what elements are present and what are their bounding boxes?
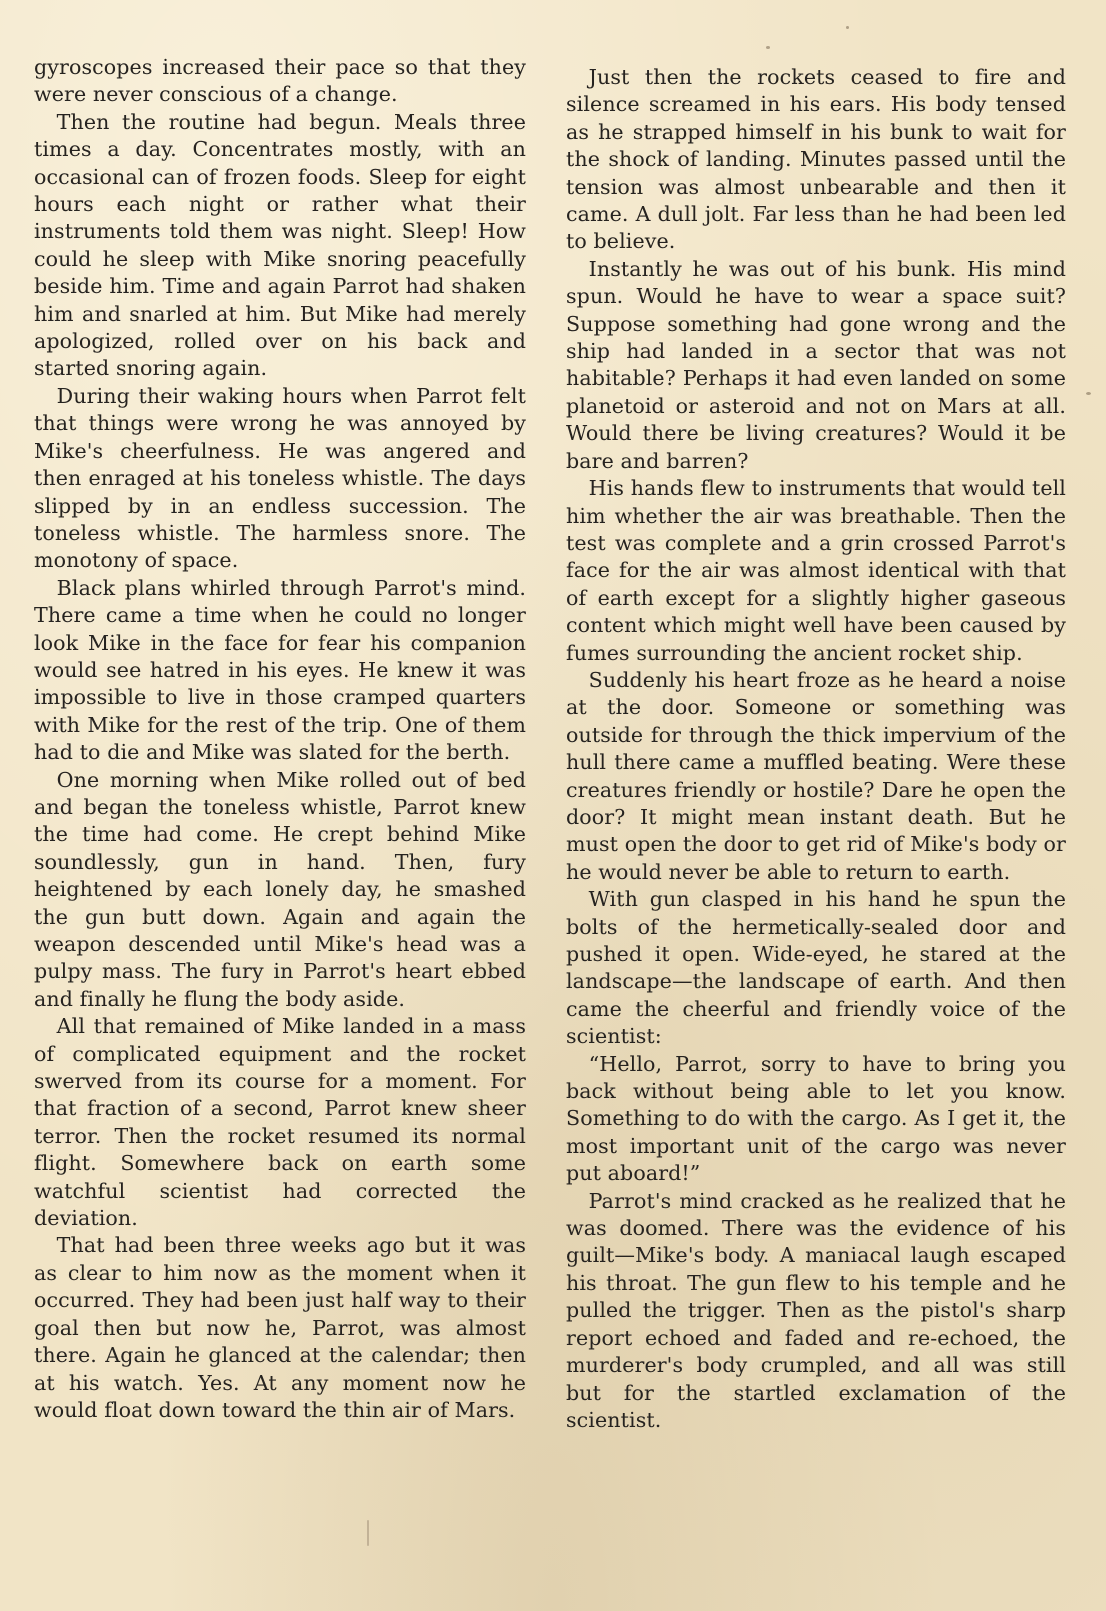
paragraph: Instantly he was out of his bunk. His mind spun. Would he have to wear a space suit? Suppose something had gone wrong and the ship had landed in a sector that was not habitable? Perhaps it had even landed on some planetoid or asteroid and not on Mars at all. Would there be living creatures? Would it be bare and barren? xyxy=(566,256,1066,473)
paragraph: Then the routine had begun. Meals three times a day. Concentrates mostly, with an occasional can of frozen foods. Sleep for eight hours each night or rather what their instruments told them was night. Sleep! How could he sleep with Mike snoring peacefully beside him. Time and again Parrot had shaken him and snarled at him. But Mike had merely apologized, rolled over on his back and started snoring again. xyxy=(34,109,526,381)
paragraph: gyroscopes increased their pace so that they were never conscious of a change. xyxy=(34,55,526,107)
paragraph: Black plans whirled through Parrot's mind. There came a time when he could no longer look Mike in the face for fear his companion would see hatred in his eyes. He knew it was impossible to live in those cramped quarters with Mike for the rest of the trip. One of them had to die and Mike was slated for the berth. xyxy=(34,575,526,765)
paragraph: With gun clasped in his hand he spun the bolts of the hermetically-sealed door and pushed it open. Wide-eyed, he stared at the landscape—the landscape of earth. And then came the cheerful and friendly voice of the scientist: xyxy=(566,887,1066,1049)
paragraph: All that remained of Mike landed in a mass of complicated equipment and the rocket swerved from its course for a moment. For that fraction of a second, Parrot knew sheer terror. Then the rocket resumed its normal flight. Somewhere back on earth some watchful scientist had corrected the deviation. xyxy=(34,1014,526,1231)
paragraph: Parrot's mind cracked as he realized that he was doomed. There was the evidence of his guilt—Mike's body. A maniacal laugh escaped his throat. The gun flew to his temple and he pulled the trigger. Then as the pistol's sharp report echoed and faded and re-echoed, the murderer's body crumpled, and all was still but for the startled exclamation of the scientist. xyxy=(566,1188,1066,1432)
paragraph: Suddenly his heart froze as he heard a noise at the door. Someone or something was outside for through the thick impervium of the hull there came a muffled beating. Were these creatures friendly or hostile? Dare he open the door? It might mean instant death. But he must open the door to get rid of Mike's body or he would never be able to return to earth. xyxy=(566,667,1066,884)
paper-speck xyxy=(367,1520,369,1546)
paragraph: His hands flew to instruments that would tell him whether the air was breathable. Then the test was complete and a grin crossed Parrot's face for the air was almost identical with that of earth except for a slightly higher gaseous content which might well have been caused by fumes surrounding the ancient rocket ship. xyxy=(566,476,1066,665)
paragraph: “Hello, Parrot, sorry to have to bring you back without being able to let you know. Something to do with the cargo. As I get it, the most important unit of the cargo was never put aboard!” xyxy=(566,1051,1066,1186)
paper-speck xyxy=(766,46,770,49)
paragraph: Just then the rockets ceased to fire and silence screamed in his ears. His body tensed as he strapped himself in his bunk to wait for the shock of landing. Minutes passed until the tension was almost unbearable and then it came. A dull jolt. Far less than he had been led to believe. xyxy=(566,65,1066,254)
paragraph: That had been three weeks ago but it was as clear to him now as the moment when it occurred. They had been just half way to their goal then but now he, Parrot, was almost there. Again he glanced at the calendar; then at his watch. Yes. At any moment now he would float down toward the thin air of Mars. xyxy=(34,1233,526,1422)
right-text-column xyxy=(566,64,1066,1434)
paper-speck xyxy=(1086,392,1091,395)
paper-speck xyxy=(846,26,849,29)
left-text-column xyxy=(34,54,526,1424)
paragraph: One morning when Mike rolled out of bed and began the toneless whistle, Parrot knew the time had come. He crept behind Mike soundlessly, gun in hand. Then, fury heightened by each lonely day, he smashed the gun butt down. Again and again the weapon descended until Mike's head was a pulpy mass. The fury in Parrot's heart ebbed and finally he flung the body aside. xyxy=(34,767,526,1011)
paragraph: During their waking hours when Parrot felt that things were wrong he was annoyed by Mike's cheerfulness. He was angered and then enraged at his toneless whistle. The days slipped by in an endless succession. The toneless whistle. The harmless snore. The monotony of space. xyxy=(34,383,526,573)
